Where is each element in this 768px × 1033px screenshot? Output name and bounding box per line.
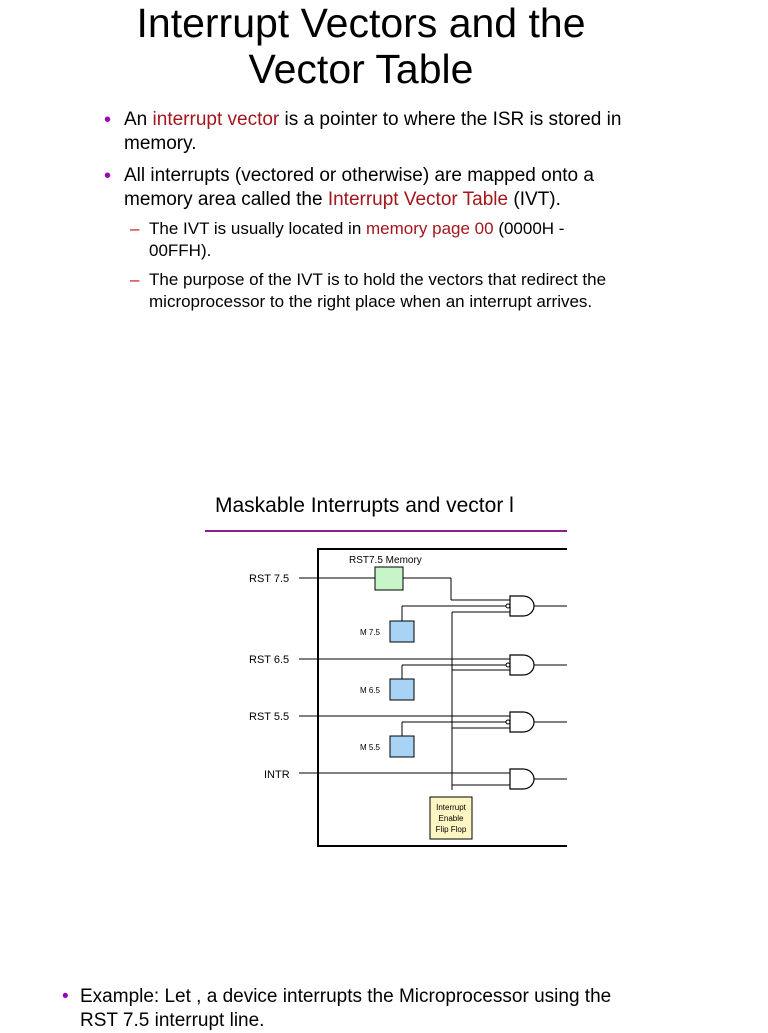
term-interrupt-vector: interrupt vector [152,109,280,130]
label-intr: INTR [264,769,290,781]
label-rst-7-5-memory: RST7.5 Memory [349,555,422,566]
and-gate-rst-6-5 [510,655,534,675]
slide-title-line-2: Vector Table [248,46,474,92]
flip-flop-line-1: Interrupt [436,803,466,812]
label-m-6-5: M 6.5 [360,686,381,695]
and-gate-intr [510,769,534,789]
mask-box-m-7-5 [390,621,414,642]
term-memory-page: memory page 00 [366,219,494,238]
label-m-5-5: M 5.5 [360,743,381,752]
dash-icon: – [130,270,140,289]
flip-flop-line-3: Flip Flop [435,825,467,834]
label-rst-6-5: RST 6.5 [249,654,290,666]
figure-title: Maskable Interrupts and vector l [215,494,514,517]
and-gate-rst-5-5 [510,712,534,732]
flip-flop-line-2: Enable [438,814,464,823]
term-interrupt-vector-table: Interrupt Vector Table [327,189,509,210]
dash-icon: – [130,219,140,238]
label-rst-7-5: RST 7.5 [249,573,290,585]
and-gates [510,596,534,789]
bullet-dot-icon: • [104,165,112,187]
rst-7-5-memory-box [375,567,403,590]
and-gate-rst-7-5 [510,596,534,616]
mask-box-m-5-5 [390,736,414,757]
slide-title-line-1: Interrupt Vectors and the [136,0,586,46]
bullet-dot-icon: • [62,986,69,1007]
bullet-dot-icon: • [104,109,112,131]
label-m-7-5: M 7.5 [360,628,381,637]
mask-box-m-6-5 [390,679,414,700]
label-rst-5-5: RST 5.5 [249,711,290,723]
